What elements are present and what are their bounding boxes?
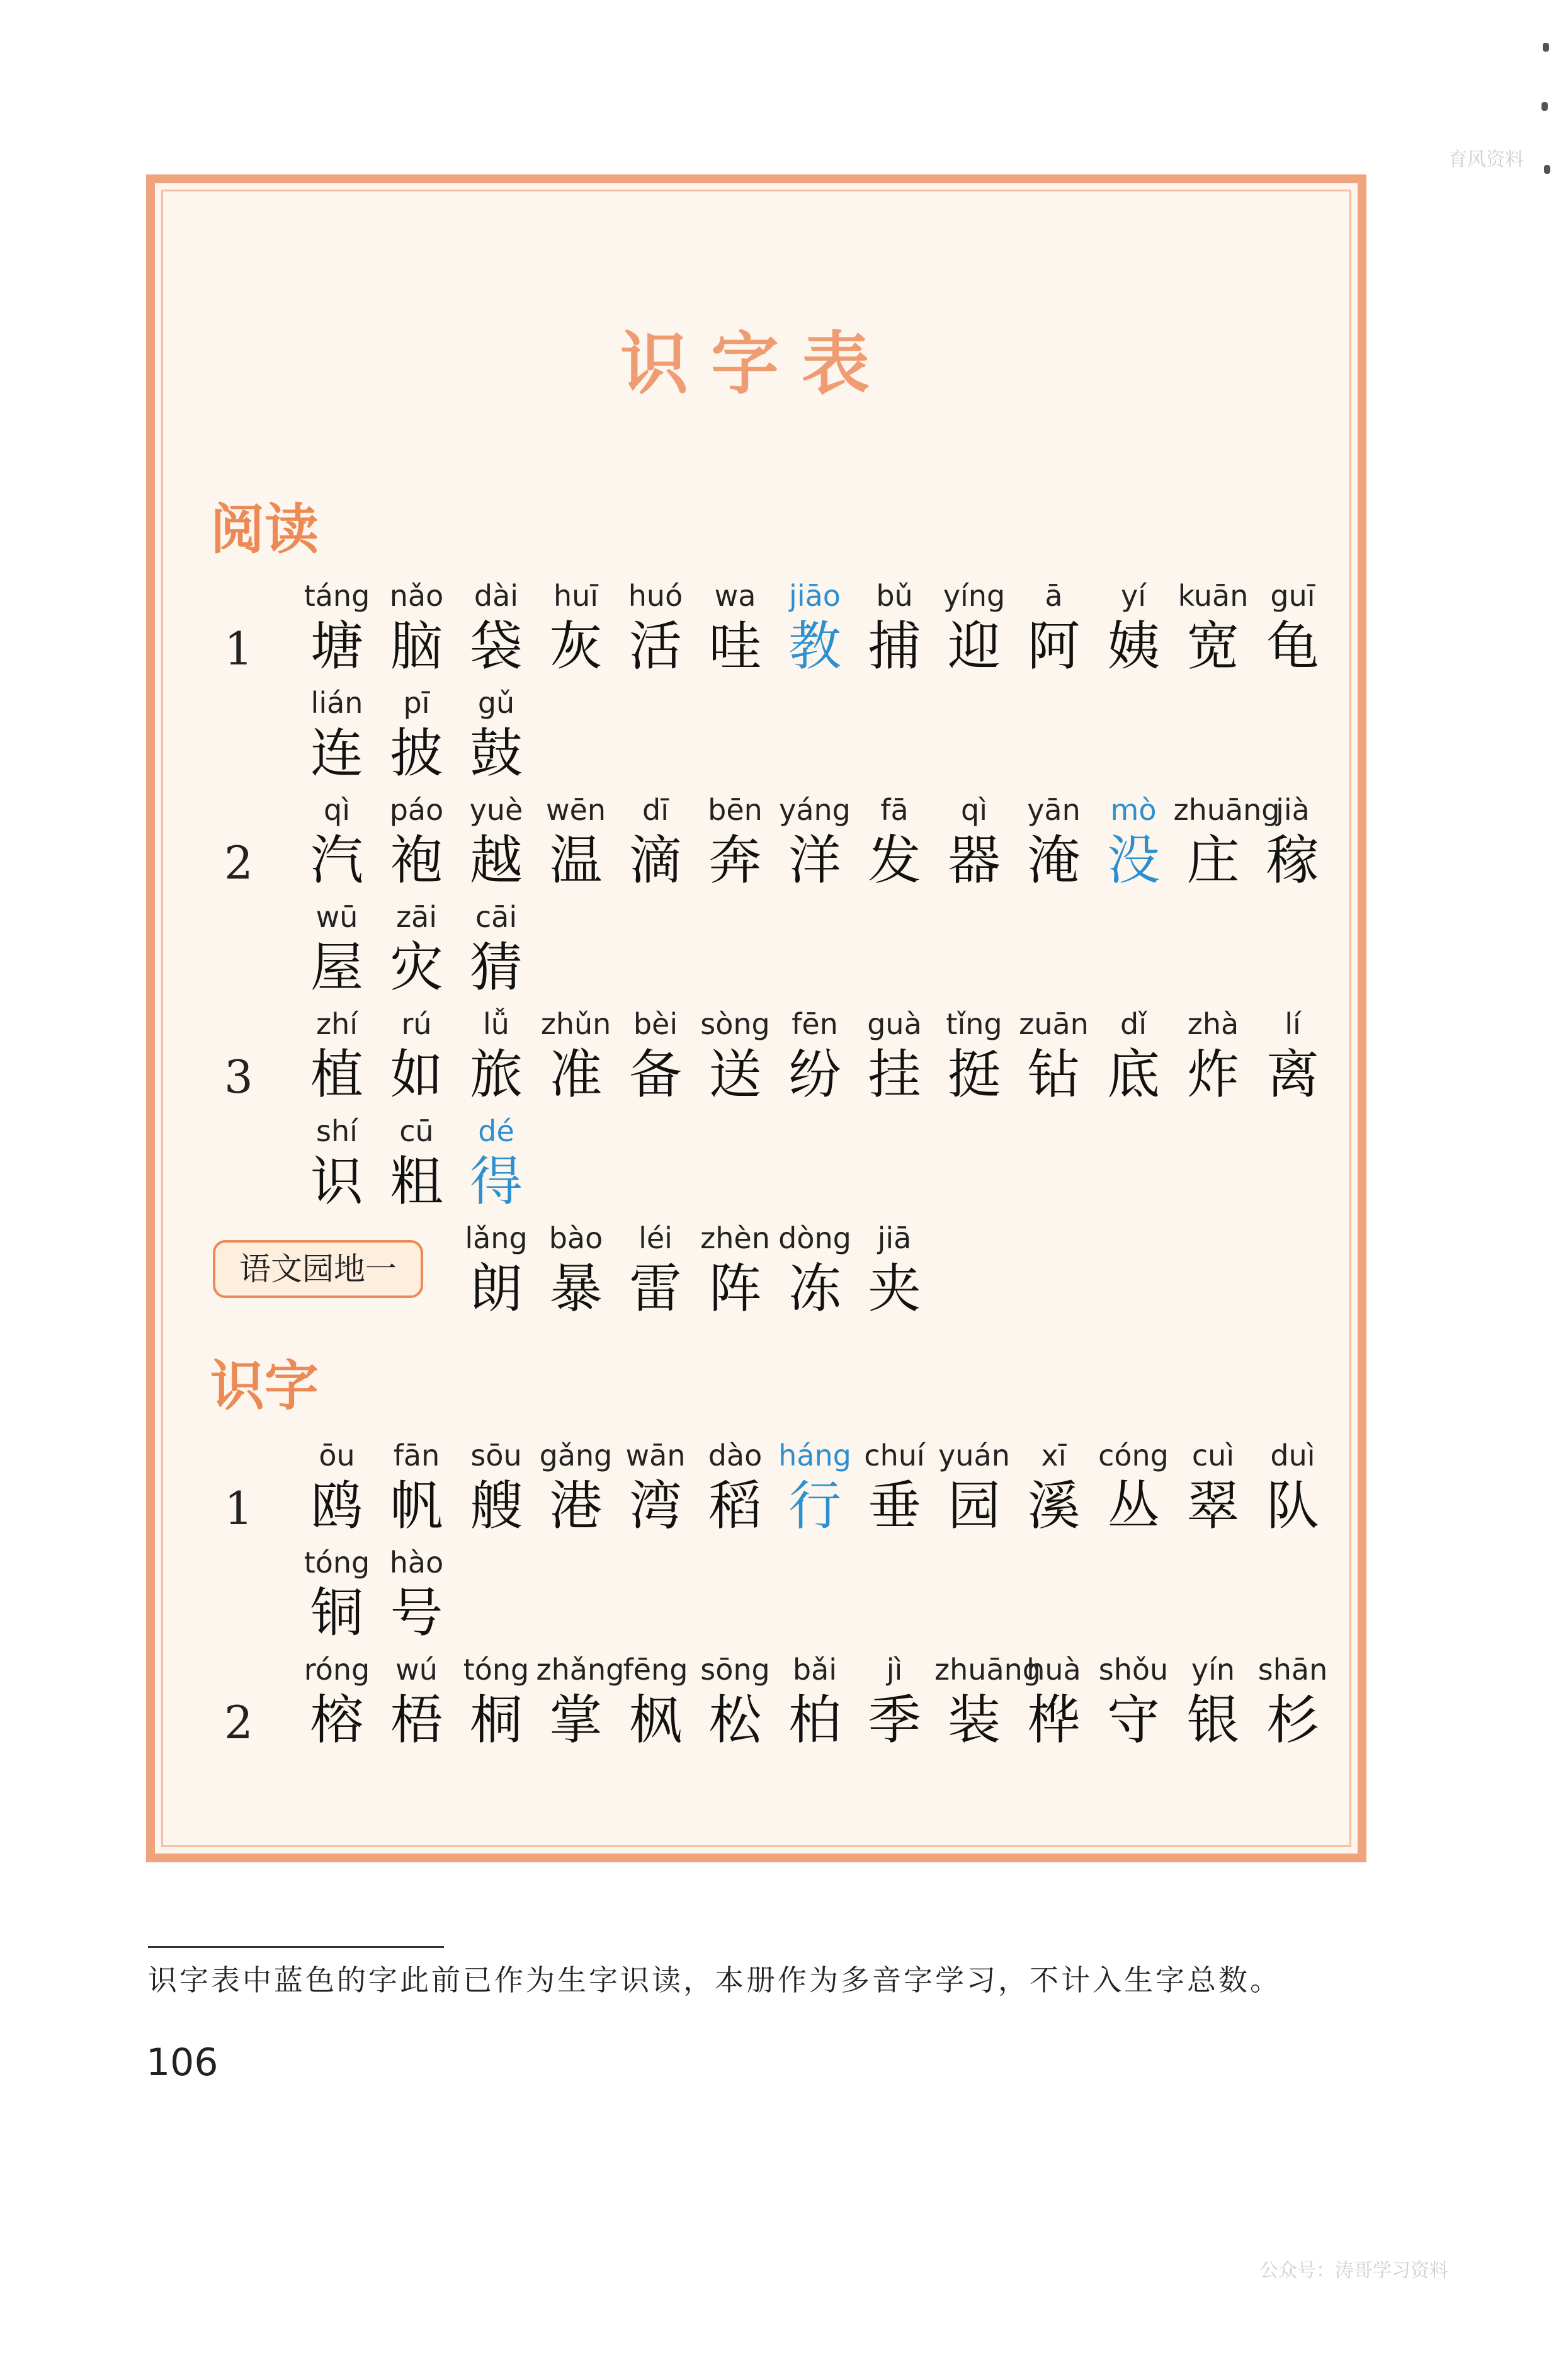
hanzi: 龟 [1266,615,1319,677]
pinyin: dé [478,1114,514,1148]
pinyin: cuì [1191,1438,1235,1472]
pinyin: páo [389,793,444,827]
char-cell [1253,1437,1332,1537]
pinyin: pī [403,686,430,720]
char-cell [1094,577,1173,678]
char-cell [457,1437,536,1537]
char-cell [1094,1651,1173,1751]
hanzi: 底 [1106,1044,1160,1105]
char-cell [377,1005,457,1106]
hanzi: 园 [947,1475,1001,1537]
hanzi: 器 [947,829,1001,891]
char-cell [934,577,1014,678]
pinyin: fā [880,793,909,827]
pinyin: lǚ [483,1007,509,1041]
char-cell [616,1651,695,1751]
char-cell [1014,1651,1094,1751]
pinyin: hào [389,1546,444,1580]
hanzi: 暴 [549,1258,603,1319]
hanzi: 活 [628,615,682,677]
char-cell [457,1219,536,1320]
hanzi: 湾 [628,1475,682,1537]
pinyin: xī [1041,1438,1067,1472]
char-cell [377,1437,457,1537]
hanzi: 铜 [310,1582,363,1644]
hanzi: 雷 [628,1258,682,1319]
hanzi: 披 [390,722,443,784]
pinyin: lǎng [465,1221,528,1255]
pinyin: bǔ [876,579,913,613]
hanzi: 杉 [1266,1689,1319,1751]
hanzi: 榕 [310,1689,363,1751]
hanzi: 松 [708,1689,762,1751]
hanzi: 送 [708,1044,762,1105]
char-cell [377,577,457,678]
hanzi: 庄 [1186,829,1240,891]
char-cell [775,1651,854,1751]
char-cell [1174,1651,1253,1751]
char-cell [934,1437,1014,1537]
hanzi: 枫 [628,1689,682,1751]
hanzi: 如 [390,1044,443,1105]
char-cell [696,1219,775,1320]
hanzi: 阵 [708,1258,762,1319]
char-row [155,791,1351,898]
hanzi: 炸 [1186,1044,1240,1105]
char-cell [377,1544,457,1644]
char-cell [1174,1005,1253,1106]
pinyin: guī [1270,579,1315,613]
char-row [155,1544,1351,1651]
hanzi: 丛 [1106,1475,1160,1537]
hanzi: 袋 [469,615,523,677]
hanzi: 鼓 [469,722,523,784]
hanzi: 朗 [469,1258,523,1319]
char-cell [696,1651,775,1751]
footnote-rule [148,1946,444,1948]
edge-mark [1541,102,1548,111]
hanzi: 越 [469,829,523,891]
char-cell [377,1112,457,1213]
pinyin: dài [474,579,519,613]
char-cell [934,1651,1041,1751]
pinyin: huà [1026,1653,1081,1687]
page-title: 识字表 [620,324,892,404]
pinyin: guà [867,1007,922,1041]
pinyin: zhǎng [536,1653,625,1687]
hanzi: 袍 [390,829,443,891]
pinyin: gǎng [539,1438,613,1472]
char-cell [297,1437,377,1537]
char-row [155,1112,1351,1219]
hanzi: 挂 [868,1044,921,1105]
char-cell [536,791,616,892]
char-cell [696,791,775,892]
hanzi: 灾 [390,937,443,998]
pinyin: bǎi [792,1653,837,1687]
pinyin: yíng [943,579,1006,613]
char-row [155,898,1351,1005]
section-heading: 阅读 [210,498,319,561]
hanzi: 银 [1186,1689,1240,1751]
char-cell [297,791,377,892]
char-cell [855,1437,934,1537]
pinyin: dǐ [1120,1007,1147,1041]
pinyin: cū [399,1114,434,1148]
char-cell [696,1437,775,1537]
char-cell [457,791,536,892]
char-row [155,1005,1351,1112]
pinyin: háng [778,1438,851,1472]
char-cell [297,684,377,785]
pinyin: yuè [469,793,523,827]
hanzi: 掌 [549,1689,603,1751]
char-cell [377,791,457,892]
char-cell [616,791,695,892]
pinyin: zhèn [700,1221,770,1255]
hanzi: 准 [549,1044,603,1105]
hanzi: 灰 [549,615,603,677]
pinyin: zhuāng [934,1653,1041,1687]
pinyin: dòng [778,1221,851,1255]
pinyin: qì [961,793,987,827]
hanzi: 守 [1106,1689,1160,1751]
edge-mark [1544,165,1550,174]
char-cell [775,1219,854,1320]
pinyin: wān [625,1438,686,1472]
char-cell [616,1437,695,1537]
char-cell [1253,791,1332,892]
pinyin: dào [708,1438,763,1472]
hanzi: 发 [868,829,921,891]
pinyin: lián [310,686,363,720]
pinyin: cóng [1098,1438,1169,1472]
char-cell [536,1005,616,1106]
footnote: 识字表中蓝色的字此前已作为生字识读，本册作为多音字学习，不计入生字总数。 [148,1963,1281,1997]
hanzi: 港 [549,1475,603,1537]
char-cell [1014,1005,1094,1106]
hanzi: 钻 [1027,1044,1081,1105]
char-cell [457,1112,536,1213]
char-cell [696,1005,775,1106]
char-cell [1174,577,1253,678]
pinyin: yān [1027,793,1081,827]
hanzi: 柏 [788,1689,841,1751]
pinyin: bèi [633,1007,678,1041]
pinyin: tǐng [946,1007,1002,1041]
hanzi: 号 [390,1582,443,1644]
pinyin: yáng [779,793,851,827]
pinyin: ā [1045,579,1063,613]
char-cell [855,1219,934,1320]
pinyin: nǎo [389,579,444,613]
pinyin: duì [1270,1438,1315,1472]
hanzi: 识 [310,1151,363,1212]
pinyin: shǒu [1098,1653,1169,1687]
pinyin: zhuāng [1173,793,1280,827]
hanzi: 帆 [390,1475,443,1537]
hanzi: 装 [947,1689,1001,1751]
hanzi: 季 [868,1689,921,1751]
hanzi: 艘 [469,1475,523,1537]
pinyin: ōu [319,1438,355,1472]
literacy-table-panel [146,174,1366,1862]
char-cell [775,577,854,678]
hanzi: 旅 [469,1044,523,1105]
pinyin: lí [1285,1007,1301,1041]
pinyin: sòng [700,1007,770,1041]
char-row [155,1651,1351,1758]
hanzi: 纷 [788,1044,841,1105]
pinyin: chuí [864,1438,925,1472]
pinyin: tóng [463,1653,530,1687]
char-cell [775,1005,854,1106]
pinyin: wū [315,900,358,934]
pinyin: dī [642,793,669,827]
char-cell [536,1219,616,1320]
hanzi: 哇 [708,615,762,677]
hanzi: 姨 [1106,615,1160,677]
char-cell [855,1651,934,1751]
char-cell [855,1005,934,1106]
page-number: 106 [146,2041,219,2085]
char-cell [1014,1437,1094,1537]
pinyin: zhí [315,1007,358,1041]
char-cell [457,1005,536,1106]
hanzi: 洋 [788,829,841,891]
char-cell [536,577,616,678]
hanzi: 淹 [1027,829,1081,891]
pinyin: shí [316,1114,358,1148]
hanzi: 备 [628,1044,682,1105]
char-cell [855,791,934,892]
pinyin: tóng [304,1546,370,1580]
pinyin: jiāo [789,579,841,613]
char-cell [1253,577,1332,678]
pinyin: bào [548,1221,603,1255]
char-cell [297,577,377,678]
hanzi: 得 [469,1151,523,1212]
hanzi: 奔 [708,829,762,891]
pinyin: sōu [470,1438,522,1472]
pinyin: shān [1257,1653,1328,1687]
char-row [155,684,1351,791]
char-cell [934,791,1014,892]
hanzi: 连 [310,722,363,784]
char-cell [1094,1437,1173,1537]
hanzi: 滴 [628,829,682,891]
pinyin: bēn [708,793,763,827]
hanzi: 植 [310,1044,363,1105]
char-cell [1253,1005,1332,1106]
hanzi: 迎 [947,615,1001,677]
hanzi: 稻 [708,1475,762,1537]
hanzi: 塘 [310,615,363,677]
hanzi: 粗 [390,1151,443,1212]
hanzi: 捕 [868,615,921,677]
char-cell [775,791,854,892]
pinyin: fān [393,1438,440,1472]
lesson-number: 2 [224,1696,253,1749]
char-cell [616,1219,695,1320]
hanzi: 桦 [1027,1689,1081,1751]
char-cell [457,898,536,999]
char-cell [297,1544,377,1644]
pinyin: sōng [700,1653,770,1687]
char-cell [1253,1651,1332,1751]
pinyin: yí [1120,579,1146,613]
hanzi: 教 [788,615,841,677]
pinyin: yín [1191,1653,1235,1687]
hanzi: 温 [549,829,603,891]
char-cell [457,577,536,678]
pinyin: huī [553,579,599,613]
hanzi: 稼 [1266,829,1319,891]
char-row [155,577,1351,684]
char-cell [616,577,695,678]
pinyin: zuān [1019,1007,1089,1041]
char-cell [297,1112,377,1213]
char-cell [1094,1005,1173,1106]
hanzi: 脑 [390,615,443,677]
hanzi: 翠 [1186,1475,1240,1537]
char-cell [696,577,775,678]
char-cell [536,1651,625,1751]
char-cell [377,684,457,785]
lesson-number: 1 [224,1482,253,1535]
garden-tag: 语文园地一 [213,1240,423,1298]
char-cell [1173,791,1280,892]
char-cell [297,898,377,999]
pinyin: táng [304,579,370,613]
char-cell [297,1651,377,1751]
pinyin: fēng [623,1653,688,1687]
lesson-number: 3 [224,1051,253,1103]
pinyin: róng [304,1653,370,1687]
char-row [155,1437,1351,1544]
section-heading: 识字 [210,1354,319,1418]
char-cell [775,1437,854,1537]
hanzi: 垂 [868,1475,921,1537]
hanzi: 队 [1266,1475,1319,1537]
pinyin: wa [714,579,756,613]
hanzi: 冻 [788,1258,841,1319]
hanzi: 溪 [1027,1475,1081,1537]
char-cell [1014,791,1094,892]
pinyin: kuān [1178,579,1249,613]
hanzi: 宽 [1186,615,1240,677]
char-cell [457,684,536,785]
pinyin: wēn [545,793,606,827]
pinyin: cāi [475,900,518,934]
lesson-number: 1 [224,622,253,675]
edge-mark [1543,43,1549,52]
hanzi: 阿 [1027,615,1081,677]
pinyin: wú [395,1653,438,1687]
hanzi: 汽 [310,829,363,891]
char-cell [457,1651,536,1751]
hanzi: 梧 [390,1689,443,1751]
pinyin: yuán [938,1438,1010,1472]
char-cell [934,1005,1014,1106]
pinyin: mò [1110,793,1157,827]
pinyin: zāi [395,900,438,934]
hanzi: 鸥 [310,1475,363,1537]
char-cell [1094,791,1173,892]
char-cell [1174,1437,1253,1537]
pinyin: fēn [792,1007,838,1041]
char-cell [377,1651,457,1751]
pinyin: zhà [1187,1007,1239,1041]
pinyin: gǔ [477,686,515,720]
pinyin: zhǔn [540,1007,611,1041]
pinyin: qì [324,793,350,827]
hanzi: 离 [1266,1044,1319,1105]
pinyin: jiā [877,1221,912,1255]
lesson-number: 2 [224,836,253,889]
char-cell [536,1437,616,1537]
hanzi: 桐 [469,1689,523,1751]
hanzi: 屋 [310,937,363,998]
char-cell [616,1005,695,1106]
char-cell [1014,577,1094,678]
pinyin: rú [401,1007,432,1041]
hanzi: 没 [1106,829,1160,891]
char-cell [297,1005,377,1106]
char-cell [377,898,457,999]
watermark-top: 育风资料 [1448,149,1524,171]
hanzi: 行 [788,1475,841,1537]
pinyin: jià [1276,793,1310,827]
pinyin: jì [886,1653,903,1687]
pinyin: léi [639,1221,673,1255]
char-cell [855,577,934,678]
pinyin: huó [628,579,683,613]
hanzi: 猜 [469,937,523,998]
watermark-bottom: 公众号：涛哥学习资料 [1259,2260,1448,2282]
hanzi: 挺 [947,1044,1001,1105]
hanzi: 夹 [868,1258,921,1319]
